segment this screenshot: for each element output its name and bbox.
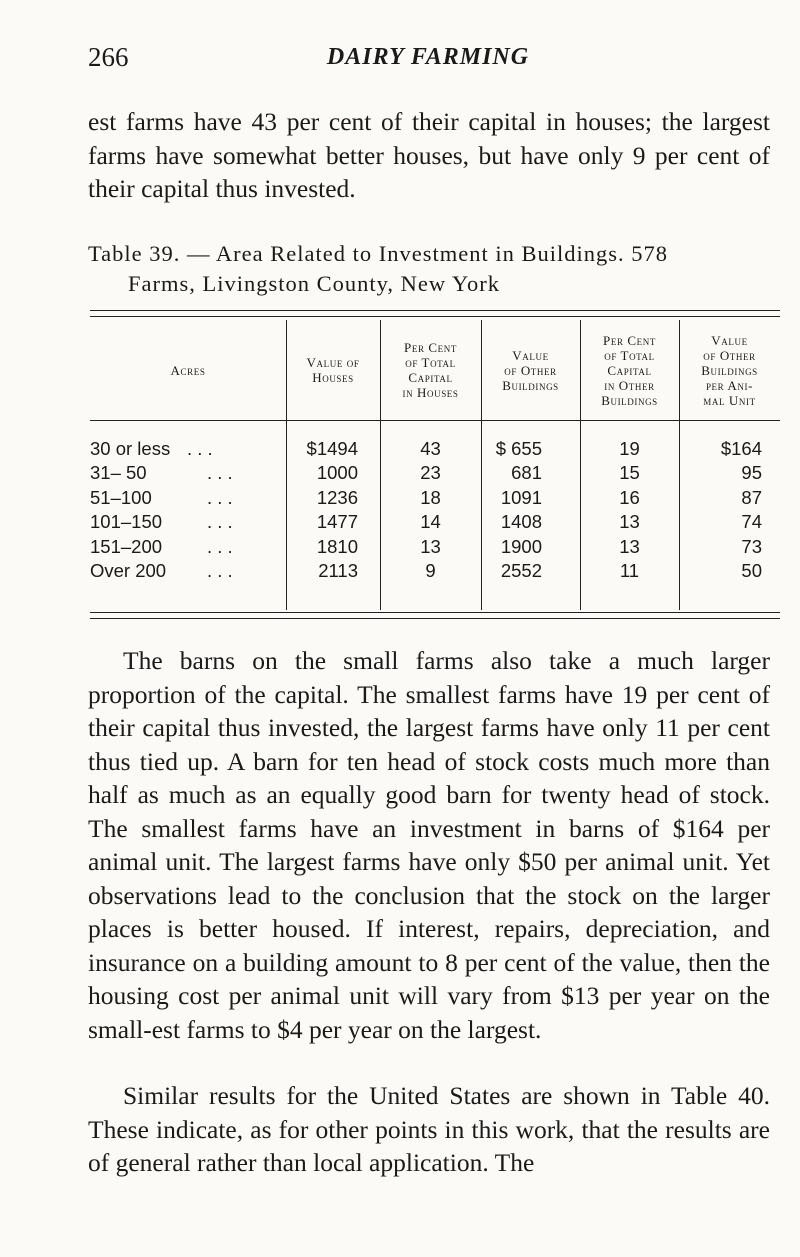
table-cell: 1900 (500, 535, 542, 557)
header-separator (90, 420, 286, 421)
header-separator (481, 420, 580, 421)
leader-dots: . . . (207, 511, 233, 533)
body-paragraph-2 (88, 644, 770, 1046)
data-table (90, 310, 780, 623)
column-header-line: of Total (604, 347, 655, 363)
table-top-rule (90, 310, 780, 311)
table-caption-line-1: Table 39. — Area Related to Investment in Buildings. 578 (88, 241, 668, 266)
table-cell: 11 (619, 560, 640, 581)
intro-paragraph-text: est farms have 43 per cent of their capital in houses; the largest farms have somewhat better houses, but have only 9 per cent of their capital thus invested. (88, 107, 770, 203)
acres-label: 30 or less (90, 438, 171, 459)
table-bottom-rule-inner (90, 618, 780, 619)
leader-dots: . . . (207, 560, 233, 581)
column-header-line: Buildings (502, 377, 559, 393)
column-header-line: per Ani- (705, 377, 754, 393)
column-header-line: Value (512, 347, 549, 363)
acres-cell (90, 486, 280, 510)
acres-label: Over 200 (90, 560, 167, 581)
acres-label: 51–100 (90, 486, 152, 508)
table-cell: 13 (619, 535, 640, 557)
column-header-line: Per Cent (603, 332, 656, 348)
column-header-line: Per Cent (404, 340, 457, 355)
header-separator (679, 420, 780, 421)
table-top-rule-inner (90, 316, 780, 317)
column-header-line: of Total (405, 355, 456, 370)
table-caption (88, 239, 778, 299)
column-header-line: Buildings (701, 362, 758, 378)
body-paragraph-3 (88, 1079, 770, 1180)
table-cell: 9 (425, 560, 436, 581)
table-cell: 43 (420, 438, 441, 459)
table-cell: 1236 (316, 486, 358, 508)
table-cell: 15 (619, 462, 640, 484)
column-header (679, 320, 780, 420)
table-cell: 18 (420, 486, 441, 508)
table-cell: 1477 (316, 511, 358, 533)
table-cell: 87 (741, 486, 762, 508)
column-header-line: Value of (306, 355, 360, 370)
body-paragraph-2-text: The barns on the small farms also take a much larger proportion of the capital. The smallest farms have 19 per cent of their capital thus invested, the largest farms have only 11 per cent thus tied up. A barn for ten head of stock costs much more than half as much as an equally good barn for twenty head of stock. The smallest farms have an investment in barns of $164 per animal unit. The largest farms have only $50 per animal unit. Yet observations lead to the conclusion that the stock on the larger places is better housed. If interest, repairs, depreciation, and insurance on a building amount to 8 per cent of the value, then the housing cost per animal unit will vary from $13 per year on the small-est farms to $4 per year on the largest. (88, 646, 770, 1044)
table-cell: 23 (420, 462, 441, 484)
table-cell: 1091 (500, 486, 542, 508)
column-header (90, 320, 286, 420)
table-cell: 73 (741, 535, 762, 557)
leader-dots: . . . (207, 486, 233, 508)
body-paragraph-3-text: Similar results for the United States are shown in Table 40. These indicate, as for other points in this work, that the results are of general rather than local application. The (88, 1081, 770, 1177)
running-head (88, 42, 768, 76)
table-cell: 2113 (318, 560, 358, 581)
table-cell: 16 (619, 486, 640, 508)
acres-label: 101–150 (90, 511, 163, 533)
acres-cell (90, 510, 280, 534)
intro-paragraph (88, 105, 770, 206)
acres-cell (90, 461, 280, 485)
header-separator (380, 420, 481, 421)
column-header-line: Acres (170, 362, 206, 378)
column-header-line: in Other (604, 377, 655, 393)
column-header-line: of Other (504, 362, 557, 378)
table-cell: 1408 (500, 511, 542, 533)
table-cell: 1810 (316, 535, 358, 557)
header-separator (286, 420, 380, 421)
leader-dots: . . . (207, 462, 233, 484)
table-cell: 95 (741, 462, 762, 484)
column-header (481, 320, 580, 420)
leader-dots: . . . (187, 438, 213, 459)
header-separator (580, 420, 679, 421)
leader-dots: . . . (207, 535, 233, 557)
column-header (380, 320, 481, 420)
table-cell: $ 655 (495, 438, 542, 459)
table-cell: 19 (619, 438, 640, 459)
table-cell: $1494 (306, 438, 358, 459)
column-header-line: Houses (312, 370, 354, 385)
column-header-line: mal Unit (703, 392, 756, 408)
page-number: 266 (88, 42, 129, 72)
column-header-line: in Houses (402, 385, 459, 400)
table-cell: 2552 (500, 560, 542, 581)
acres-label: 31– 50 (90, 462, 147, 484)
table-cell: 681 (511, 462, 542, 484)
table-bottom-rule (90, 612, 780, 613)
column-header (580, 320, 679, 420)
table-caption-line-2: Farms, Livingston County, New York (128, 271, 500, 296)
column-header-line: Capital (607, 362, 652, 378)
table-cell: $164 (720, 438, 762, 459)
column-header-line: Capital (408, 370, 453, 385)
acres-cell (90, 559, 280, 583)
column-header-line: of Other (703, 347, 756, 363)
column-header-line: Value (711, 332, 748, 348)
table-cell: 74 (741, 511, 762, 533)
table-cell: 14 (420, 511, 441, 533)
acres-cell (90, 535, 280, 559)
table-cell: 13 (619, 511, 640, 533)
column-header (286, 320, 380, 420)
table-cell: 1000 (316, 462, 358, 484)
table-cell: 50 (741, 560, 762, 581)
running-title: DAIRY FARMING (326, 44, 530, 70)
acres-label: 151–200 (90, 535, 163, 557)
acres-cell (90, 437, 280, 461)
column-header-line: Buildings (601, 392, 658, 408)
table-cell: 13 (420, 535, 441, 557)
